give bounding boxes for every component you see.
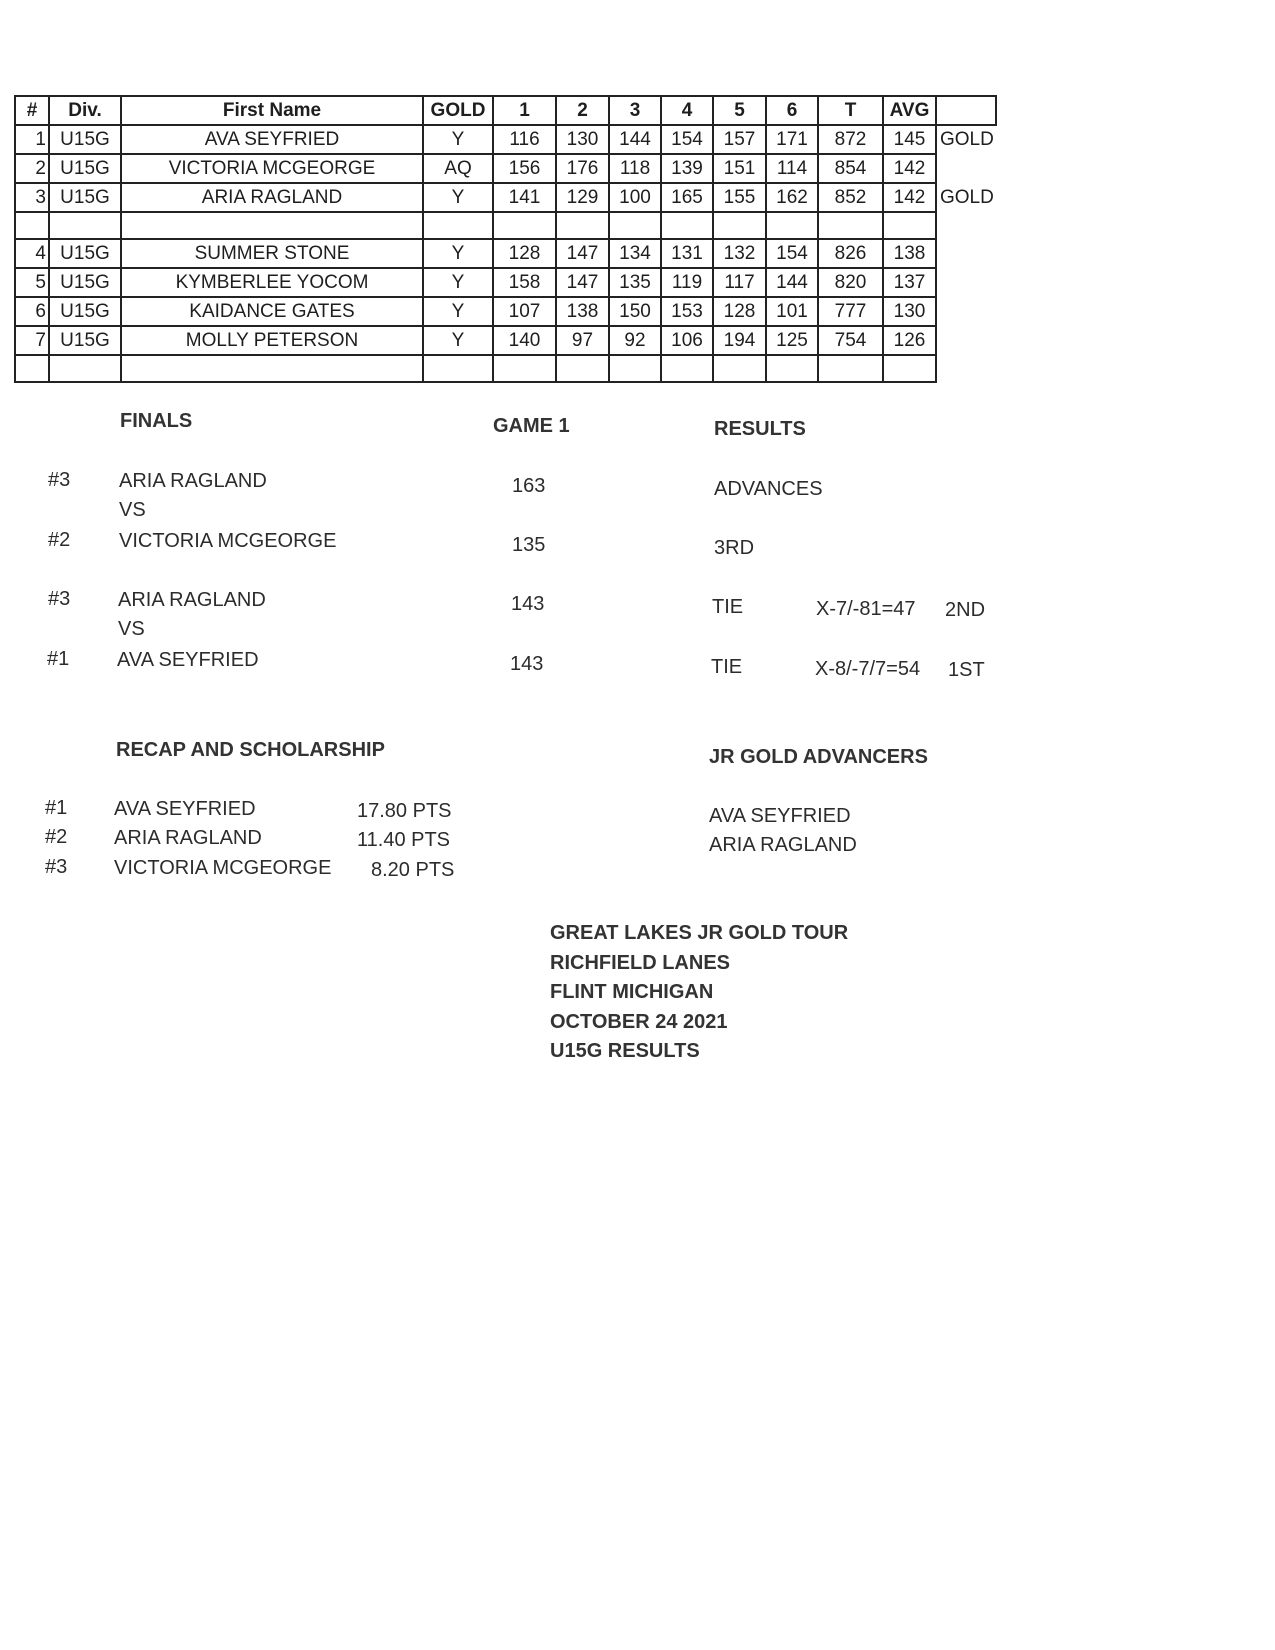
advancers-heading: JR GOLD ADVANCERS bbox=[709, 746, 928, 768]
table-row bbox=[15, 239, 996, 268]
table-row bbox=[15, 183, 996, 212]
row-total: 754 bbox=[818, 326, 883, 355]
recap-name: ARIA RAGLAND bbox=[114, 827, 262, 849]
standings-table bbox=[14, 95, 997, 383]
row-note bbox=[936, 297, 996, 326]
blank-cell bbox=[423, 355, 493, 382]
row-average: 137 bbox=[883, 268, 936, 297]
row-division: U15G bbox=[49, 183, 121, 212]
blank-table-row bbox=[15, 355, 996, 382]
results-heading: RESULTS bbox=[714, 418, 806, 440]
row-number: 2 bbox=[15, 154, 49, 183]
recap-name: VICTORIA MCGEORGE bbox=[114, 857, 332, 879]
recap-points: 17.80 PTS bbox=[357, 800, 452, 822]
row-game-1: 158 bbox=[493, 268, 556, 297]
row-game-1: 128 bbox=[493, 239, 556, 268]
row-average: 142 bbox=[883, 183, 936, 212]
row-total: 872 bbox=[818, 125, 883, 154]
row-note bbox=[936, 268, 996, 297]
blank-cell bbox=[493, 355, 556, 382]
row-game-5: 117 bbox=[713, 268, 766, 297]
advancer-name: AVA SEYFRIED bbox=[709, 805, 851, 827]
blank-cell bbox=[936, 212, 996, 239]
row-game-2: 147 bbox=[556, 239, 609, 268]
row-first-name: AVA SEYFRIED bbox=[121, 125, 423, 154]
finals-bowler-name: VICTORIA MCGEORGE bbox=[119, 530, 337, 552]
row-game-3: 100 bbox=[609, 183, 661, 212]
row-total: 820 bbox=[818, 268, 883, 297]
tour-name: GREAT LAKES JR GOLD TOUR bbox=[550, 922, 849, 944]
blank-cell bbox=[423, 212, 493, 239]
finals-vs: VS bbox=[118, 618, 145, 640]
final-place: 2ND bbox=[945, 599, 986, 621]
tiebreak-detail: X-7/-81=47 bbox=[816, 598, 916, 620]
row-game-6: 154 bbox=[766, 239, 818, 268]
row-note bbox=[936, 154, 996, 183]
row-average: 145 bbox=[883, 125, 936, 154]
row-first-name: KYMBERLEE YOCOM bbox=[121, 268, 423, 297]
row-division: U15G bbox=[49, 268, 121, 297]
blank-cell bbox=[15, 355, 49, 382]
table-row bbox=[15, 154, 996, 183]
header-first-name: First Name bbox=[121, 96, 423, 125]
finals-result: TIE bbox=[711, 656, 743, 678]
finals-bowler-name: ARIA RAGLAND bbox=[119, 470, 267, 492]
row-number: 1 bbox=[15, 125, 49, 154]
row-note bbox=[936, 326, 996, 355]
row-division: U15G bbox=[49, 125, 121, 154]
row-game-2: 176 bbox=[556, 154, 609, 183]
row-game-2: 129 bbox=[556, 183, 609, 212]
blank-cell bbox=[609, 212, 661, 239]
row-game-6: 114 bbox=[766, 154, 818, 183]
row-division: U15G bbox=[49, 297, 121, 326]
row-game-6: 171 bbox=[766, 125, 818, 154]
finals-score: 143 bbox=[511, 593, 545, 615]
finals-score: 163 bbox=[512, 475, 546, 497]
row-division: U15G bbox=[49, 154, 121, 183]
recap-heading: RECAP AND SCHOLARSHIP bbox=[116, 739, 385, 761]
row-game-3: 92 bbox=[609, 326, 661, 355]
row-average: 142 bbox=[883, 154, 936, 183]
finals-result: ADVANCES bbox=[714, 478, 823, 500]
blank-cell bbox=[49, 212, 121, 239]
recap-rank: #2 bbox=[45, 826, 68, 848]
event-info bbox=[550, 922, 848, 1070]
finals-bowler-name: ARIA RAGLAND bbox=[118, 589, 266, 611]
finals-score: 143 bbox=[510, 653, 544, 675]
finals-seed: #3 bbox=[48, 588, 71, 610]
table-row bbox=[15, 125, 996, 154]
header-game-6: 6 bbox=[766, 96, 818, 125]
row-game-5: 128 bbox=[713, 297, 766, 326]
row-game-3: 135 bbox=[609, 268, 661, 297]
division-results-title: U15G RESULTS bbox=[550, 1040, 700, 1062]
row-total: 826 bbox=[818, 239, 883, 268]
advancer-name: ARIA RAGLAND bbox=[709, 834, 857, 856]
blank-cell bbox=[883, 355, 936, 382]
finals-result: 3RD bbox=[714, 537, 755, 559]
row-game-1: 140 bbox=[493, 326, 556, 355]
blank-cell bbox=[49, 355, 121, 382]
row-game-4: 165 bbox=[661, 183, 713, 212]
finals-vs: VS bbox=[119, 499, 146, 521]
row-game-5: 155 bbox=[713, 183, 766, 212]
row-game-5: 194 bbox=[713, 326, 766, 355]
header-average: AVG bbox=[883, 96, 936, 125]
row-game-3: 118 bbox=[609, 154, 661, 183]
row-game-4: 119 bbox=[661, 268, 713, 297]
row-gold: Y bbox=[423, 326, 493, 355]
row-game-4: 153 bbox=[661, 297, 713, 326]
row-game-4: 139 bbox=[661, 154, 713, 183]
blank-cell bbox=[121, 355, 423, 382]
blank-cell bbox=[556, 212, 609, 239]
row-division: U15G bbox=[49, 326, 121, 355]
row-gold: Y bbox=[423, 297, 493, 326]
row-total: 852 bbox=[818, 183, 883, 212]
blank-cell bbox=[883, 212, 936, 239]
row-note: GOLD bbox=[940, 186, 994, 208]
header-gold: GOLD bbox=[423, 96, 493, 125]
row-game-4: 154 bbox=[661, 125, 713, 154]
header-number: # bbox=[15, 96, 49, 125]
row-game-3: 150 bbox=[609, 297, 661, 326]
row-total: 777 bbox=[818, 297, 883, 326]
header-total: T bbox=[818, 96, 883, 125]
recap-rank: #1 bbox=[45, 797, 68, 819]
row-gold: AQ bbox=[423, 154, 493, 183]
header-game-2: 2 bbox=[556, 96, 609, 125]
row-number: 7 bbox=[15, 326, 49, 355]
row-first-name: MOLLY PETERSON bbox=[121, 326, 423, 355]
venue-location: FLINT MICHIGAN bbox=[550, 981, 714, 1003]
game-1-heading: GAME 1 bbox=[493, 415, 570, 437]
row-game-2: 130 bbox=[556, 125, 609, 154]
row-number: 3 bbox=[15, 183, 49, 212]
blank-cell bbox=[15, 212, 49, 239]
row-number: 5 bbox=[15, 268, 49, 297]
row-game-1: 107 bbox=[493, 297, 556, 326]
row-game-5: 132 bbox=[713, 239, 766, 268]
blank-cell bbox=[766, 212, 818, 239]
header-note-spacer bbox=[936, 96, 996, 125]
row-number: 6 bbox=[15, 297, 49, 326]
blank-cell bbox=[493, 212, 556, 239]
row-first-name: ARIA RAGLAND bbox=[121, 183, 423, 212]
row-game-6: 101 bbox=[766, 297, 818, 326]
row-game-6: 162 bbox=[766, 183, 818, 212]
finals-seed: #1 bbox=[47, 648, 70, 670]
finals-result: TIE bbox=[712, 596, 744, 618]
finals-bowler-name: AVA SEYFRIED bbox=[117, 649, 259, 671]
row-game-5: 151 bbox=[713, 154, 766, 183]
row-game-3: 144 bbox=[609, 125, 661, 154]
table-body bbox=[15, 125, 996, 382]
row-game-1: 116 bbox=[493, 125, 556, 154]
blank-cell bbox=[661, 355, 713, 382]
header-division: Div. bbox=[49, 96, 121, 125]
blank-cell bbox=[661, 212, 713, 239]
table-row bbox=[15, 268, 996, 297]
row-first-name: KAIDANCE GATES bbox=[121, 297, 423, 326]
row-game-2: 97 bbox=[556, 326, 609, 355]
row-game-2: 147 bbox=[556, 268, 609, 297]
table-row bbox=[15, 297, 996, 326]
recap-name: AVA SEYFRIED bbox=[114, 798, 256, 820]
blank-cell bbox=[818, 212, 883, 239]
blank-cell bbox=[121, 212, 423, 239]
row-total: 854 bbox=[818, 154, 883, 183]
row-game-4: 106 bbox=[661, 326, 713, 355]
blank-cell bbox=[713, 355, 766, 382]
row-note: GOLD bbox=[940, 129, 994, 150]
blank-cell bbox=[556, 355, 609, 382]
finals-seed: #3 bbox=[48, 469, 71, 491]
blank-cell bbox=[713, 212, 766, 239]
header-game-1: 1 bbox=[493, 96, 556, 125]
row-game-1: 141 bbox=[493, 183, 556, 212]
recap-points: 8.20 PTS bbox=[371, 859, 455, 881]
finals-heading: FINALS bbox=[120, 410, 193, 432]
row-game-6: 125 bbox=[766, 326, 818, 355]
row-average: 126 bbox=[883, 326, 936, 355]
table-row bbox=[15, 326, 996, 355]
finals-seed: #2 bbox=[48, 529, 71, 551]
recap-points: 11.40 PTS bbox=[357, 829, 451, 851]
event-date: OCTOBER 24 2021 bbox=[550, 1010, 728, 1033]
row-game-3: 134 bbox=[609, 239, 661, 268]
row-game-2: 138 bbox=[556, 297, 609, 326]
header-game-5: 5 bbox=[713, 96, 766, 125]
row-game-5: 157 bbox=[713, 125, 766, 154]
recap-rank: #3 bbox=[45, 856, 68, 878]
final-place: 1ST bbox=[948, 659, 985, 681]
blank-cell bbox=[766, 355, 818, 382]
tiebreak-detail: X-8/-7/7=54 bbox=[815, 658, 921, 680]
row-average: 138 bbox=[883, 239, 936, 268]
row-game-4: 131 bbox=[661, 239, 713, 268]
row-gold: Y bbox=[423, 183, 493, 212]
row-gold: Y bbox=[423, 268, 493, 297]
blank-table-row bbox=[15, 212, 996, 239]
row-note bbox=[936, 239, 996, 268]
header-game-4: 4 bbox=[661, 96, 713, 125]
row-gold: Y bbox=[423, 239, 493, 268]
table-header-row bbox=[15, 96, 996, 125]
row-first-name: SUMMER STONE bbox=[121, 239, 423, 268]
blank-cell bbox=[609, 355, 661, 382]
row-average: 130 bbox=[883, 297, 936, 326]
row-division: U15G bbox=[49, 239, 121, 268]
blank-cell bbox=[936, 355, 996, 382]
row-gold: Y bbox=[423, 125, 493, 154]
finals-score: 135 bbox=[512, 534, 546, 556]
row-first-name: VICTORIA MCGEORGE bbox=[121, 154, 423, 183]
row-game-6: 144 bbox=[766, 268, 818, 297]
row-number: 4 bbox=[15, 239, 49, 268]
row-game-1: 156 bbox=[493, 154, 556, 183]
blank-cell bbox=[818, 355, 883, 382]
header-game-3: 3 bbox=[609, 96, 661, 125]
venue-name: RICHFIELD LANES bbox=[550, 951, 730, 974]
